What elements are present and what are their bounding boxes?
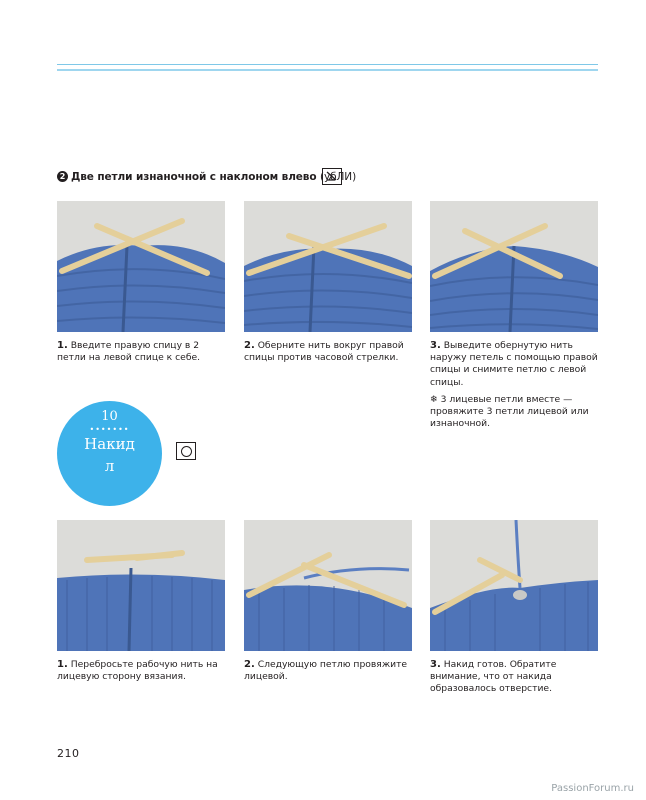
step1-photo: [57, 201, 225, 332]
step-text: Накид готов. Обратите внимание, что от накида образовалось отверстие.: [430, 659, 557, 695]
badge-number: 10: [101, 409, 118, 424]
yo-step1-caption: [57, 659, 227, 683]
yo-step2-photo: [244, 520, 412, 651]
section-number-badge: 2: [57, 171, 68, 182]
header-rule-top: [57, 64, 598, 65]
step-number: 3.: [430, 340, 441, 351]
yarn-over-circle-symbol-icon: [176, 442, 196, 460]
step-number: 2.: [244, 659, 255, 670]
yo-step3-caption: [430, 659, 600, 696]
badge-dots: •••••••: [89, 425, 130, 434]
section-heading: [57, 171, 356, 183]
section-title: Две петли изнаночной с наклоном влево: [71, 171, 317, 183]
step3-caption: [430, 340, 600, 430]
step-number: 1.: [57, 659, 68, 670]
yo-step2-caption: [244, 659, 414, 683]
step-number: 1.: [57, 340, 68, 351]
step2-caption: [244, 340, 414, 364]
step-text: Перебросьте рабочую нить на лицевую сторону вязания.: [57, 659, 218, 683]
step-text: Следующую петлю провяжите лицевой.: [244, 659, 408, 683]
step1-caption: [57, 340, 227, 364]
technique-badge: [57, 401, 162, 506]
step-number: 3.: [430, 659, 441, 670]
step2-photo: [244, 201, 412, 332]
badge-subtitle-line: л: [104, 457, 115, 475]
step-text: Оберните нить вокруг правой спицы против часовой стрелки.: [244, 340, 404, 364]
decrease-left-symbol-icon: [322, 168, 342, 185]
badge-title-line: Накид: [84, 435, 135, 453]
header-rule-bottom: [57, 69, 598, 71]
watermark: PassionForum.ru: [551, 783, 634, 794]
step3-photo: [430, 201, 598, 332]
step-text: Введите правую спицу в 2 петли на левой спице к себе.: [57, 340, 201, 364]
section-abbreviation: (убЛИ): [320, 171, 357, 183]
page-number: 210: [57, 747, 80, 760]
step-text: Выведите обернутую нить наружу петель с помощью правой спицы и снимите петлю с левой спицы.: [430, 340, 598, 388]
yo-step3-photo: [430, 520, 598, 651]
badge-title: [57, 433, 162, 477]
yo-step1-photo: [57, 520, 225, 651]
step3-extra-note: ❄ 3 лицевые петли вместе — провяжите 3 петли лицевой или изнаночной.: [430, 393, 589, 430]
step-number: 2.: [244, 340, 255, 351]
